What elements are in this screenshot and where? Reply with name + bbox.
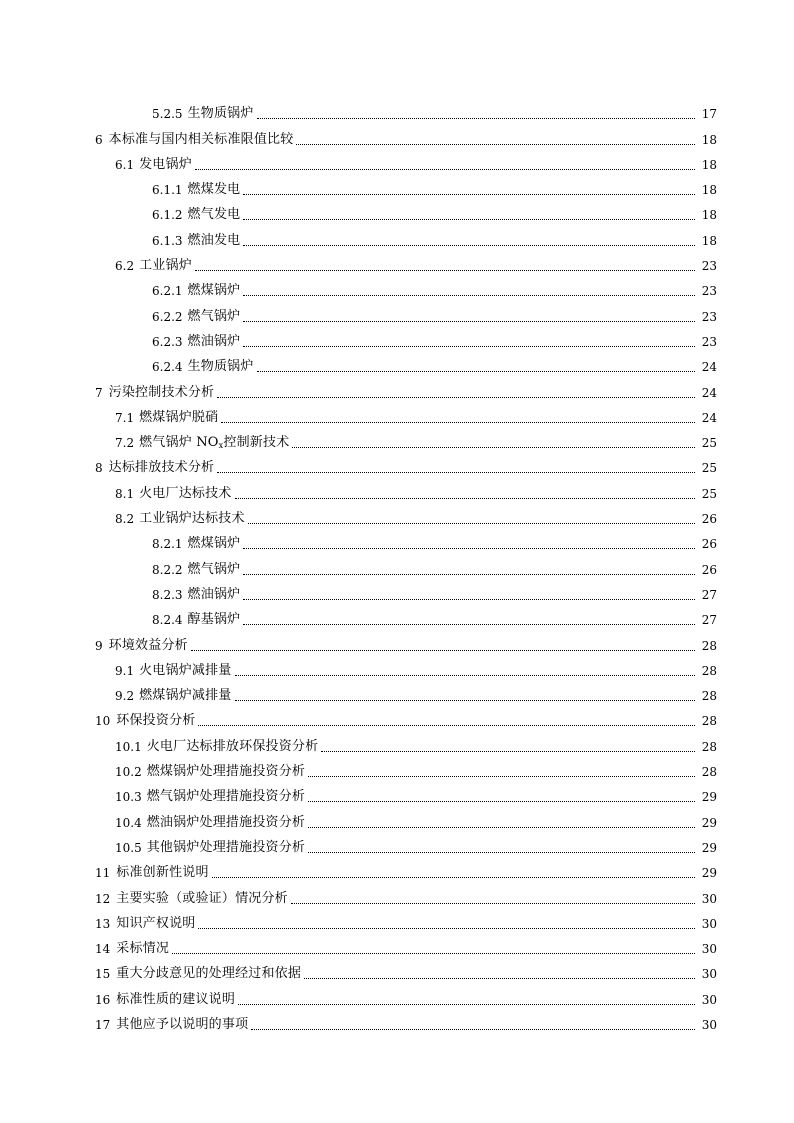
toc-entry-title: 主要实验（或验证）情况分析 <box>116 890 288 906</box>
toc-entry-number: 6.1.3 <box>152 233 183 248</box>
toc-entry-page-number: 29 <box>701 790 717 805</box>
toc-dot-leader <box>212 876 695 878</box>
toc-entry[interactable] <box>0 654 794 679</box>
toc-entry[interactable] <box>0 704 794 729</box>
toc-entry-page-number: 30 <box>701 1017 717 1032</box>
toc-entry-title: 其他应予以说明的事项 <box>116 1016 249 1032</box>
toc-dot-leader <box>243 320 695 322</box>
toc-entry-title: 燃油锅炉 <box>187 333 241 349</box>
toc-entry-number: 8.2.3 <box>152 587 183 602</box>
toc-entry-page-number: 18 <box>701 132 717 147</box>
toc-entry-title: 燃煤锅炉减排量 <box>139 688 232 704</box>
toc-dot-leader <box>291 902 695 904</box>
toc-entry-number: 17 <box>95 1017 111 1032</box>
toc-entry-number: 9 <box>95 638 103 653</box>
toc-entry-number: 10 <box>95 714 111 729</box>
toc-entry[interactable] <box>0 856 794 881</box>
toc-entry-page-number: 25 <box>701 436 717 451</box>
toc-entry[interactable] <box>0 679 794 704</box>
toc-entry-title: 其他锅炉处理措施投资分析 <box>146 839 306 855</box>
toc-entry[interactable] <box>0 325 794 350</box>
toc-entry-title: 环境效益分析 <box>108 637 188 653</box>
toc-entry-number: 6.1 <box>115 157 135 172</box>
toc-dot-leader <box>172 952 695 954</box>
toc-entry[interactable] <box>0 907 794 932</box>
toc-entry-title: 燃煤锅炉 <box>187 536 241 552</box>
toc-entry-number: 12 <box>95 891 111 906</box>
toc-entry-page-number: 28 <box>701 714 717 729</box>
toc-entry-number: 8.2 <box>115 512 135 527</box>
toc-entry-number: 10.4 <box>115 815 142 830</box>
toc-entry-page-number: 23 <box>701 309 717 324</box>
toc-entry[interactable] <box>0 249 794 274</box>
toc-entry-title: 生物质锅炉 <box>187 106 254 122</box>
toc-dot-leader <box>221 421 695 423</box>
toc-entry[interactable] <box>0 148 794 173</box>
toc-entry-title: 污染控制技术分析 <box>108 384 215 400</box>
toc-entry-page-number: 23 <box>701 259 717 274</box>
toc-entry-page-number: 25 <box>701 486 717 501</box>
toc-entry-title: 燃气锅炉处理措施投资分析 <box>146 789 306 805</box>
toc-entry-title: 燃油锅炉 <box>187 586 241 602</box>
toc-entry-title-text: 燃气锅炉 NO <box>139 435 219 451</box>
toc-entry-title: 火电厂达标技术 <box>139 485 232 501</box>
toc-entry-title: 燃气锅炉 <box>187 308 241 324</box>
toc-entry-page-number: 18 <box>701 183 717 198</box>
toc-dot-leader <box>243 294 695 296</box>
toc-entry-page-number: 29 <box>701 815 717 830</box>
toc-entry-page-number: 25 <box>701 461 717 476</box>
toc-dot-leader <box>195 168 695 170</box>
toc-entry[interactable] <box>0 223 794 248</box>
toc-entry-title: 火电厂达标排放环保投资分析 <box>146 738 319 754</box>
toc-entry-number: 10.2 <box>115 765 142 780</box>
toc-entry[interactable] <box>0 122 794 147</box>
toc-entry-number: 7 <box>95 385 103 400</box>
toc-entry-page-number: 26 <box>701 512 717 527</box>
toc-dot-leader <box>243 598 695 600</box>
toc-dot-leader <box>243 218 695 220</box>
toc-entry-page-number: 24 <box>701 410 717 425</box>
toc-entry-page-number: 28 <box>701 739 717 754</box>
toc-entry-page-number: 18 <box>701 157 717 172</box>
toc-entry[interactable] <box>0 451 794 476</box>
toc-entry-number: 7.2 <box>115 436 135 451</box>
toc-entry-number: 6.2 <box>115 259 135 274</box>
toc-entry[interactable] <box>0 578 794 603</box>
toc-entry[interactable] <box>0 97 794 122</box>
toc-dot-leader <box>198 927 695 929</box>
toc-entry-number: 8.2.4 <box>152 613 183 628</box>
toc-entry[interactable] <box>0 173 794 198</box>
toc-entry-number: 9.2 <box>115 689 135 704</box>
toc-entry-page-number: 27 <box>701 587 717 602</box>
toc-entry-number: 6.2.4 <box>152 360 183 375</box>
toc-entry-number: 6.2.1 <box>152 284 183 299</box>
toc-dot-leader <box>235 497 696 499</box>
toc-entry-number: 14 <box>95 942 111 957</box>
toc-entry-number: 15 <box>95 967 111 982</box>
toc-entry-title: 发电锅炉 <box>139 156 192 172</box>
toc-entry-title: 醇基锅炉 <box>187 612 241 628</box>
toc-entry-title-subscript: x <box>218 441 224 451</box>
toc-entry-page-number: 30 <box>701 916 717 931</box>
toc-entry-number: 6.1.2 <box>152 208 183 223</box>
toc-dot-leader <box>308 775 695 777</box>
toc-dot-leader <box>308 800 695 802</box>
toc-entry[interactable] <box>0 932 794 957</box>
toc-entry-number: 9.1 <box>115 663 135 678</box>
toc-dot-leader <box>198 724 695 726</box>
toc-dot-leader <box>243 345 695 347</box>
toc-entry-page-number: 30 <box>701 992 717 1007</box>
toc-entry-title: 重大分歧意见的处理经过和依据 <box>116 966 302 982</box>
toc-dot-leader <box>217 471 695 473</box>
toc-entry-title: 燃煤锅炉处理措施投资分析 <box>146 764 306 780</box>
toc-entry-number: 6.1.1 <box>152 183 183 198</box>
toc-entry-title: 采标情况 <box>116 941 170 957</box>
toc-entry-page-number: 24 <box>701 385 717 400</box>
toc-dot-leader <box>308 826 695 828</box>
toc-dot-leader <box>248 522 695 524</box>
toc-entry-page-number: 30 <box>701 942 717 957</box>
toc-entry-title: 工业锅炉达标技术 <box>139 511 245 527</box>
toc-entry-number: 10.1 <box>115 739 142 754</box>
toc-entry-title: 燃煤锅炉 <box>187 283 241 299</box>
toc-entry-page-number: 18 <box>701 208 717 223</box>
toc-entry-page-number: 30 <box>701 891 717 906</box>
toc-entry-title: 本标准与国内相关标准限值比较 <box>108 131 294 147</box>
toc-entry-number: 11 <box>95 866 111 881</box>
toc-entry-page-number: 28 <box>701 638 717 653</box>
toc-entry-page-number: 29 <box>701 840 717 855</box>
toc-entry[interactable] <box>0 552 794 577</box>
toc-entry-number: 10.3 <box>115 790 142 805</box>
toc-dot-leader <box>243 244 695 246</box>
toc-entry-title: 标准性质的建议说明 <box>116 991 236 1007</box>
toc-entry-page-number: 18 <box>701 233 717 248</box>
toc-entry[interactable] <box>0 198 794 223</box>
toc-entry-page-number: 28 <box>701 689 717 704</box>
toc-entry-title: 燃油发电 <box>187 232 241 248</box>
toc-entry-title: 达标排放技术分析 <box>108 460 215 476</box>
toc-dot-leader <box>191 649 695 651</box>
toc-entry[interactable] <box>0 957 794 982</box>
toc-entry-title: 燃气锅炉 <box>187 561 241 577</box>
toc-entry[interactable] <box>0 401 794 426</box>
toc-entry-page-number: 26 <box>701 562 717 577</box>
toc-dot-leader <box>296 143 695 145</box>
toc-entry-page-number: 23 <box>701 284 717 299</box>
toc-entry-number: 8.2.2 <box>152 562 183 577</box>
toc-entry-number: 8.2.1 <box>152 537 183 552</box>
toc-dot-leader <box>243 573 695 575</box>
toc-entry[interactable] <box>0 603 794 628</box>
toc-entry-number: 8 <box>95 461 103 476</box>
toc-entry-title: 燃煤锅炉脱硝 <box>139 409 219 425</box>
toc-entry-title: 燃气发电 <box>187 207 241 223</box>
toc-entry[interactable] <box>0 476 794 501</box>
toc-entry-title-text: 控制新技术 <box>223 435 290 451</box>
toc-entry-title: 生物质锅炉 <box>187 359 254 375</box>
toc-dot-leader <box>235 674 696 676</box>
toc-entry[interactable] <box>0 982 794 1007</box>
toc-entry-page-number: 29 <box>701 866 717 881</box>
toc-dot-leader <box>304 977 695 979</box>
toc-entry[interactable] <box>0 274 794 299</box>
toc-entry-number: 5.2.5 <box>152 107 183 122</box>
toc-entry-page-number: 30 <box>701 967 717 982</box>
toc-entry[interactable] <box>0 729 794 754</box>
toc-entry[interactable] <box>0 426 794 451</box>
toc-entry[interactable] <box>0 780 794 805</box>
toc-dot-leader <box>243 193 695 195</box>
toc-entry-title: 知识产权说明 <box>116 915 196 931</box>
toc-entry-number: 6 <box>95 132 103 147</box>
toc-entry[interactable] <box>0 628 794 653</box>
toc-dot-leader <box>243 547 695 549</box>
toc-dot-leader <box>292 446 695 448</box>
toc-dot-leader <box>257 117 695 119</box>
toc-entry[interactable] <box>0 299 794 324</box>
toc-entry-title: 燃油锅炉处理措施投资分析 <box>146 814 306 830</box>
toc-entry-title: 燃煤发电 <box>187 182 241 198</box>
toc-entry[interactable] <box>0 1008 794 1033</box>
toc-dot-leader <box>257 370 695 372</box>
toc-entry-title: 工业锅炉 <box>139 258 192 274</box>
toc-entry-page-number: 27 <box>701 613 717 628</box>
toc-entry-number: 6.2.3 <box>152 334 183 349</box>
toc-dot-leader <box>238 1003 695 1005</box>
toc-entry[interactable] <box>0 881 794 906</box>
toc-dot-leader <box>321 750 695 752</box>
toc-entry[interactable] <box>0 831 794 856</box>
toc-entry[interactable] <box>0 755 794 780</box>
toc-entry-number: 13 <box>95 916 111 931</box>
toc-entry-title <box>139 435 289 451</box>
toc-entry-title: 标准创新性说明 <box>116 865 209 881</box>
toc-dot-leader <box>195 269 695 271</box>
toc-dot-leader <box>308 851 695 853</box>
toc-entry-number: 6.2.2 <box>152 309 183 324</box>
toc-entry[interactable] <box>0 502 794 527</box>
toc-entry[interactable] <box>0 805 794 830</box>
toc-entry-page-number: 23 <box>701 334 717 349</box>
toc-entry-number: 10.5 <box>115 840 142 855</box>
toc-entry[interactable] <box>0 375 794 400</box>
toc-entry-title: 火电锅炉减排量 <box>139 662 232 678</box>
toc-entry[interactable] <box>0 527 794 552</box>
toc-entry-number: 16 <box>95 992 111 1007</box>
toc-entry-number: 8.1 <box>115 486 135 501</box>
toc-entry[interactable] <box>0 350 794 375</box>
toc-entry-page-number: 28 <box>701 765 717 780</box>
toc-dot-leader <box>217 396 695 398</box>
toc-entry-number: 7.1 <box>115 410 135 425</box>
toc-entry-page-number: 24 <box>701 360 717 375</box>
toc-dot-leader <box>235 699 696 701</box>
table-of-contents <box>0 97 794 1033</box>
toc-entry-page-number: 28 <box>701 663 717 678</box>
toc-entry-title: 环保投资分析 <box>116 713 196 729</box>
toc-entry-page-number: 17 <box>701 107 717 122</box>
toc-dot-leader <box>251 1028 695 1030</box>
toc-entry-page-number: 26 <box>701 537 717 552</box>
toc-dot-leader <box>243 623 695 625</box>
